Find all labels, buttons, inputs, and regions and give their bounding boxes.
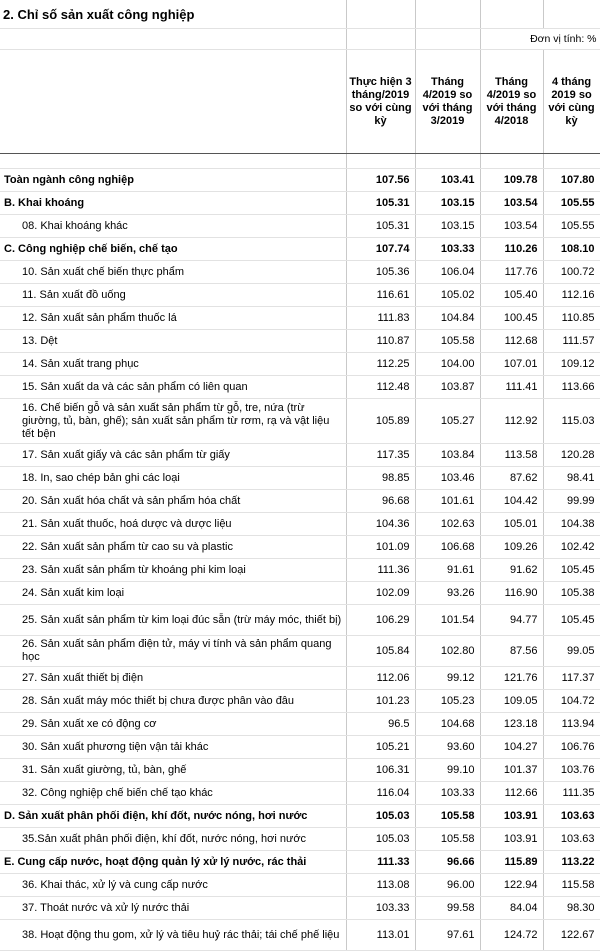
row-value-col-1: 111.33 [346, 851, 415, 874]
row-value-col-3: 113.58 [480, 444, 543, 467]
row-value-col-3: 112.68 [480, 330, 543, 353]
row-value-col-3: 94.77 [480, 605, 543, 636]
table-row [0, 376, 600, 399]
row-value-col-1: 111.36 [346, 559, 415, 582]
row-value-col-1: 105.31 [346, 192, 415, 215]
row-value-col-2: 106.04 [415, 261, 480, 284]
row-value-col-1: 107.74 [346, 238, 415, 261]
row-label: 22. Sản xuất sản phẩm từ cao su và plastic [0, 536, 346, 559]
row-value-col-2: 93.26 [415, 582, 480, 605]
row-value-col-3: 121.76 [480, 667, 543, 690]
row-label: Toàn ngành công nghiệp [0, 169, 346, 192]
row-value-col-4: 104.72 [543, 690, 600, 713]
row-value-col-4: 108.10 [543, 238, 600, 261]
row-value-col-1: 113.01 [346, 920, 415, 951]
row-value-col-2: 105.27 [415, 399, 480, 444]
unit-label: Đơn vị tính: % [480, 29, 600, 50]
row-value-col-2: 96.66 [415, 851, 480, 874]
table-row [0, 261, 600, 284]
row-value-col-2: 99.12 [415, 667, 480, 690]
row-label: 21. Sản xuất thuốc, hoá dược và dược liệu [0, 513, 346, 536]
row-value-col-2: 96.00 [415, 874, 480, 897]
row-value-col-1: 96.5 [346, 713, 415, 736]
row-value-col-2: 103.46 [415, 467, 480, 490]
row-value-col-4: 105.38 [543, 582, 600, 605]
table-row [0, 782, 600, 805]
row-value-col-1: 113.08 [346, 874, 415, 897]
row-value-col-1: 98.85 [346, 467, 415, 490]
table-row [0, 444, 600, 467]
header-col-2: Tháng 4/2019 so với tháng 3/2019 [415, 50, 480, 154]
row-value-col-3: 112.66 [480, 782, 543, 805]
row-value-col-3: 103.91 [480, 828, 543, 851]
header-label-cell [0, 50, 346, 154]
table-row [0, 192, 600, 215]
row-label: 23. Sản xuất sản phẩm từ khoáng phi kim loại [0, 559, 346, 582]
row-label: 24. Sản xuất kim loại [0, 582, 346, 605]
row-value-col-4: 105.55 [543, 192, 600, 215]
row-value-col-3: 103.54 [480, 215, 543, 238]
row-value-col-3: 112.92 [480, 399, 543, 444]
row-value-col-2: 97.61 [415, 920, 480, 951]
row-value-col-1: 112.25 [346, 353, 415, 376]
row-label: 37. Thoát nước và xử lý nước thải [0, 897, 346, 920]
table-row [0, 636, 600, 667]
spacer-row [0, 154, 600, 169]
row-value-col-2: 104.00 [415, 353, 480, 376]
row-label: 28. Sản xuất máy móc thiết bị chưa được phân vào đâu [0, 690, 346, 713]
table-row [0, 667, 600, 690]
header-row [0, 50, 600, 154]
row-value-col-3: 117.76 [480, 261, 543, 284]
header-col-4: 4 tháng 2019 so với cùng kỳ [543, 50, 600, 154]
row-value-col-4: 100.72 [543, 261, 600, 284]
table-row [0, 215, 600, 238]
row-label: 08. Khai khoáng khác [0, 215, 346, 238]
row-value-col-2: 105.58 [415, 805, 480, 828]
row-label: E. Cung cấp nước, hoạt động quản lý xử lý nước, rác thải [0, 851, 346, 874]
table-row [0, 490, 600, 513]
row-value-col-2: 103.33 [415, 782, 480, 805]
row-value-col-1: 105.21 [346, 736, 415, 759]
row-label: B. Khai khoáng [0, 192, 346, 215]
row-value-col-4: 103.63 [543, 805, 600, 828]
row-value-col-4: 113.94 [543, 713, 600, 736]
table-row [0, 897, 600, 920]
row-value-col-3: 123.18 [480, 713, 543, 736]
row-value-col-1: 103.33 [346, 897, 415, 920]
header-col-3: Tháng 4/2019 so với tháng 4/2018 [480, 50, 543, 154]
row-value-col-4: 112.16 [543, 284, 600, 307]
table-row [0, 467, 600, 490]
row-value-col-1: 105.03 [346, 805, 415, 828]
row-label: 36. Khai thác, xử lý và cung cấp nước [0, 874, 346, 897]
row-label: D. Sản xuất phân phối điện, khí đốt, nước nóng, hơi nước [0, 805, 346, 828]
row-value-col-1: 105.31 [346, 215, 415, 238]
page-title: 2. Chỉ số sản xuất công nghiệp [0, 0, 346, 29]
row-value-col-4: 113.22 [543, 851, 600, 874]
row-value-col-2: 104.84 [415, 307, 480, 330]
row-value-col-4: 115.03 [543, 399, 600, 444]
row-value-col-1: 105.03 [346, 828, 415, 851]
row-label: 15. Sản xuất da và các sản phẩm có liên quan [0, 376, 346, 399]
table-row [0, 759, 600, 782]
row-value-col-3: 109.78 [480, 169, 543, 192]
row-value-col-3: 109.26 [480, 536, 543, 559]
row-value-col-3: 104.27 [480, 736, 543, 759]
row-value-col-2: 103.15 [415, 192, 480, 215]
row-value-col-1: 104.36 [346, 513, 415, 536]
table-row [0, 828, 600, 851]
row-value-col-3: 105.40 [480, 284, 543, 307]
row-value-col-4: 107.80 [543, 169, 600, 192]
row-value-col-4: 105.55 [543, 215, 600, 238]
row-value-col-4: 102.42 [543, 536, 600, 559]
row-value-col-2: 101.61 [415, 490, 480, 513]
row-value-col-4: 99.05 [543, 636, 600, 667]
row-value-col-2: 105.58 [415, 330, 480, 353]
row-value-col-3: 103.91 [480, 805, 543, 828]
table-row [0, 605, 600, 636]
row-value-col-2: 93.60 [415, 736, 480, 759]
table-row [0, 736, 600, 759]
row-value-col-3: 111.41 [480, 376, 543, 399]
row-value-col-1: 117.35 [346, 444, 415, 467]
row-value-col-4: 98.30 [543, 897, 600, 920]
row-value-col-3: 100.45 [480, 307, 543, 330]
row-value-col-1: 101.23 [346, 690, 415, 713]
row-value-col-2: 91.61 [415, 559, 480, 582]
row-value-col-2: 104.68 [415, 713, 480, 736]
row-value-col-2: 105.23 [415, 690, 480, 713]
row-value-col-2: 105.58 [415, 828, 480, 851]
row-value-col-3: 91.62 [480, 559, 543, 582]
row-value-col-2: 103.87 [415, 376, 480, 399]
row-value-col-1: 116.04 [346, 782, 415, 805]
row-label: 13. Dệt [0, 330, 346, 353]
row-value-col-3: 103.54 [480, 192, 543, 215]
row-value-col-3: 101.37 [480, 759, 543, 782]
table-row [0, 805, 600, 828]
row-value-col-1: 96.68 [346, 490, 415, 513]
row-value-col-1: 105.89 [346, 399, 415, 444]
row-value-col-2: 99.10 [415, 759, 480, 782]
row-value-col-1: 112.48 [346, 376, 415, 399]
table-row [0, 353, 600, 376]
row-value-col-1: 105.84 [346, 636, 415, 667]
table-row [0, 874, 600, 897]
table-row [0, 513, 600, 536]
row-value-col-1: 111.83 [346, 307, 415, 330]
table-row [0, 330, 600, 353]
table-row [0, 307, 600, 330]
row-value-col-4: 105.45 [543, 559, 600, 582]
row-value-col-4: 120.28 [543, 444, 600, 467]
row-label: 17. Sản xuất giấy và các sản phẩm từ giấy [0, 444, 346, 467]
row-value-col-1: 112.06 [346, 667, 415, 690]
row-value-col-2: 103.15 [415, 215, 480, 238]
row-label: 10. Sản xuất chế biến thực phẩm [0, 261, 346, 284]
table-row [0, 920, 600, 951]
row-value-col-4: 111.35 [543, 782, 600, 805]
row-value-col-4: 99.99 [543, 490, 600, 513]
table-row [0, 851, 600, 874]
row-label: 29. Sản xuất xe có động cơ [0, 713, 346, 736]
row-value-col-1: 106.31 [346, 759, 415, 782]
row-value-col-4: 115.58 [543, 874, 600, 897]
table-row [0, 536, 600, 559]
row-label: 12. Sản xuất sản phẩm thuốc lá [0, 307, 346, 330]
row-value-col-4: 111.57 [543, 330, 600, 353]
row-value-col-4: 110.85 [543, 307, 600, 330]
row-value-col-1: 110.87 [346, 330, 415, 353]
row-value-col-3: 84.04 [480, 897, 543, 920]
row-label: 31. Sản xuất giường, tủ, bàn, ghế [0, 759, 346, 782]
row-value-col-1: 102.09 [346, 582, 415, 605]
row-value-col-3: 115.89 [480, 851, 543, 874]
row-value-col-2: 102.63 [415, 513, 480, 536]
row-value-col-1: 101.09 [346, 536, 415, 559]
row-label: 25. Sản xuất sản phẩm từ kim loại đúc sẵn (trừ máy móc, thiết bị) [0, 605, 346, 636]
row-label: 26. Sản xuất sản phẩm điện tử, máy vi tính và sản phẩm quang học [0, 636, 346, 667]
table-row [0, 284, 600, 307]
row-value-col-1: 105.36 [346, 261, 415, 284]
row-label: 35.Sản xuất phân phối điện, khí đốt, nước nóng, hơi nước [0, 828, 346, 851]
table-row [0, 238, 600, 261]
table-row [0, 169, 600, 192]
row-label: 11. Sản xuất đồ uống [0, 284, 346, 307]
row-value-col-2: 105.02 [415, 284, 480, 307]
row-label: 27. Sản xuất thiết bị điện [0, 667, 346, 690]
row-value-col-3: 105.01 [480, 513, 543, 536]
row-label: 38. Hoạt động thu gom, xử lý và tiêu huỷ rác thải; tái chế phế liệu [0, 920, 346, 951]
table-row [0, 559, 600, 582]
row-value-col-3: 116.90 [480, 582, 543, 605]
header-col-1: Thực hiện 3 tháng/2019 so với cùng kỳ [346, 50, 415, 154]
row-value-col-2: 102.80 [415, 636, 480, 667]
row-value-col-3: 122.94 [480, 874, 543, 897]
row-label: 32. Công nghiệp chế biến chế tạo khác [0, 782, 346, 805]
row-value-col-4: 104.38 [543, 513, 600, 536]
row-label: 16. Chế biến gỗ và sản xuất sản phẩm từ gỗ, tre, nứa (trừ giường, tủ, bàn, ghế); sản xuất sản phẩm từ rơm, rạ và vật liệu tết bện [0, 399, 346, 444]
row-value-col-3: 109.05 [480, 690, 543, 713]
row-label: 14. Sản xuất trang phục [0, 353, 346, 376]
row-value-col-3: 87.62 [480, 467, 543, 490]
row-value-col-4: 109.12 [543, 353, 600, 376]
row-value-col-1: 116.61 [346, 284, 415, 307]
row-label: 18. In, sao chép bản ghi các loại [0, 467, 346, 490]
row-value-col-4: 103.76 [543, 759, 600, 782]
row-value-col-2: 106.68 [415, 536, 480, 559]
row-label: 20. Sản xuất hóa chất và sản phẩm hóa chất [0, 490, 346, 513]
row-value-col-3: 110.26 [480, 238, 543, 261]
row-value-col-2: 99.58 [415, 897, 480, 920]
row-value-col-1: 107.56 [346, 169, 415, 192]
table-row [0, 713, 600, 736]
row-label: C. Công nghiệp chế biến, chế tạo [0, 238, 346, 261]
row-label: 30. Sản xuất phương tiện vận tải khác [0, 736, 346, 759]
row-value-col-3: 107.01 [480, 353, 543, 376]
row-value-col-4: 103.63 [543, 828, 600, 851]
row-value-col-1: 106.29 [346, 605, 415, 636]
row-value-col-4: 106.76 [543, 736, 600, 759]
row-value-col-4: 105.45 [543, 605, 600, 636]
row-value-col-2: 101.54 [415, 605, 480, 636]
row-value-col-4: 98.41 [543, 467, 600, 490]
title-row [0, 0, 600, 29]
table-row [0, 690, 600, 713]
row-value-col-3: 104.42 [480, 490, 543, 513]
row-value-col-4: 122.67 [543, 920, 600, 951]
row-value-col-2: 103.84 [415, 444, 480, 467]
row-value-col-3: 124.72 [480, 920, 543, 951]
row-value-col-4: 113.66 [543, 376, 600, 399]
row-value-col-2: 103.33 [415, 238, 480, 261]
row-value-col-3: 87.56 [480, 636, 543, 667]
table-row [0, 582, 600, 605]
unit-row [0, 29, 600, 50]
row-value-col-4: 117.37 [543, 667, 600, 690]
row-value-col-2: 103.41 [415, 169, 480, 192]
table-row [0, 399, 600, 444]
